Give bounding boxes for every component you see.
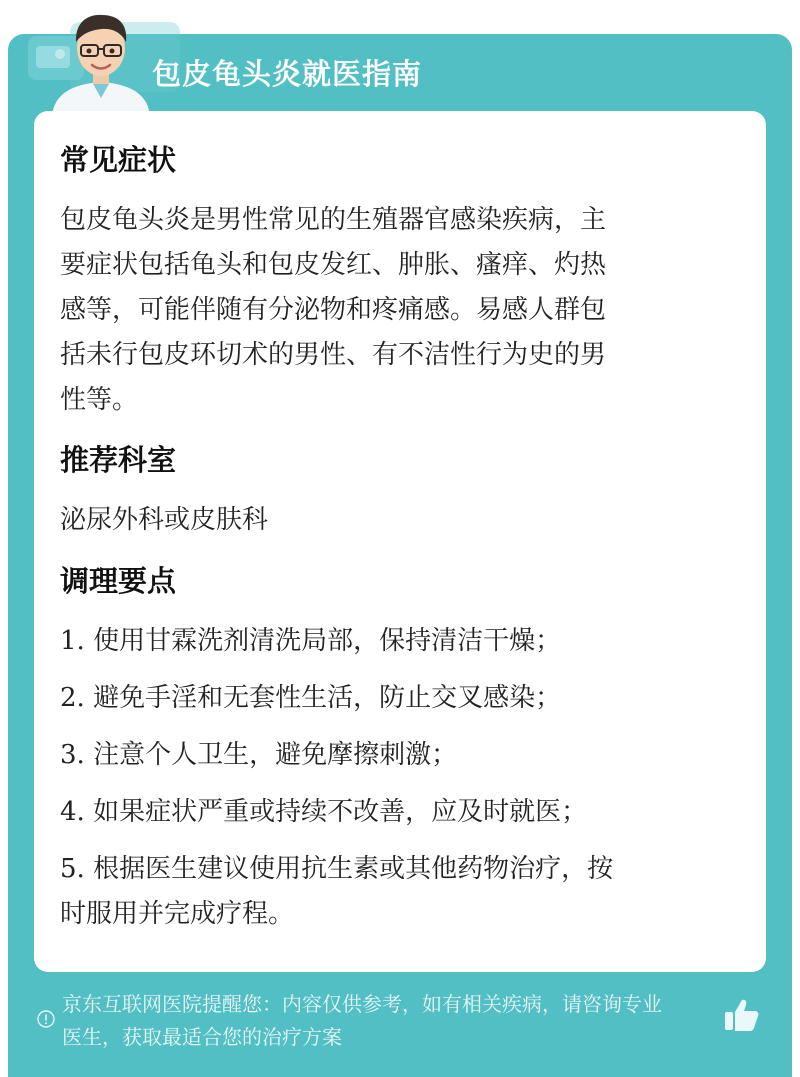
care-item (60, 733, 728, 778)
symptoms-line: 要症状包括龟头和包皮发红、肿胀、瘙痒、灼热 (60, 250, 607, 280)
care-item-number: 4. (60, 797, 85, 827)
care-item-number: 3. (60, 740, 85, 770)
disclaimer (62, 988, 730, 1054)
disclaimer-line: 京东互联网医院提醒您：内容仅供参考，如有相关疾病，请咨询专业 (62, 992, 662, 1016)
page-title: 包皮龟头炎就医指南 (152, 57, 423, 91)
care-item-text: 使用甘霖洗剂清洗局部，保持清洁干燥； (93, 626, 562, 656)
symptoms-line: 括未行包皮环切术的男性、有不洁性行为史的男 (60, 340, 607, 370)
department-heading: 推荐科室 (60, 443, 177, 477)
symptoms-line: 感等，可能伴随有分泌物和疼痛感。易感人群包 (60, 295, 607, 325)
care-item-text: 根据医生建议使用抗生素或其他药物治疗，按 (93, 854, 614, 884)
symptoms-body (60, 198, 728, 423)
thumbs-up-icon[interactable] (722, 997, 760, 1033)
care-item-number: 2. (60, 683, 85, 713)
care-item-text: 避免手淫和无套性生活，防止交叉感染； (93, 683, 562, 713)
symptoms-heading: 常见症状 (60, 143, 177, 177)
care-item (60, 619, 728, 664)
content-card (34, 111, 766, 972)
care-item-number: 5. (60, 854, 85, 884)
doctor-avatar (42, 8, 160, 116)
symptoms-line: 包皮龟头炎是男性常见的生殖器官感染疾病，主 (60, 205, 607, 235)
care-item-text: 注意个人卫生，避免摩擦刺激； (93, 740, 458, 770)
care-item (60, 676, 728, 721)
care-heading: 调理要点 (60, 564, 177, 598)
care-item (60, 847, 728, 937)
care-item-number: 1. (60, 626, 85, 656)
department-body: 泌尿外科或皮肤科 (60, 505, 269, 535)
info-icon (37, 1010, 55, 1028)
disclaimer-line: 医生，获取最适合您的治疗方案 (62, 1025, 342, 1049)
care-item-text: 如果症状严重或持续不改善，应及时就医； (93, 797, 588, 827)
care-item (60, 790, 728, 835)
care-item-text-cont: 时服用并完成疗程。 (60, 899, 295, 929)
symptoms-line: 性等。 (60, 385, 139, 415)
